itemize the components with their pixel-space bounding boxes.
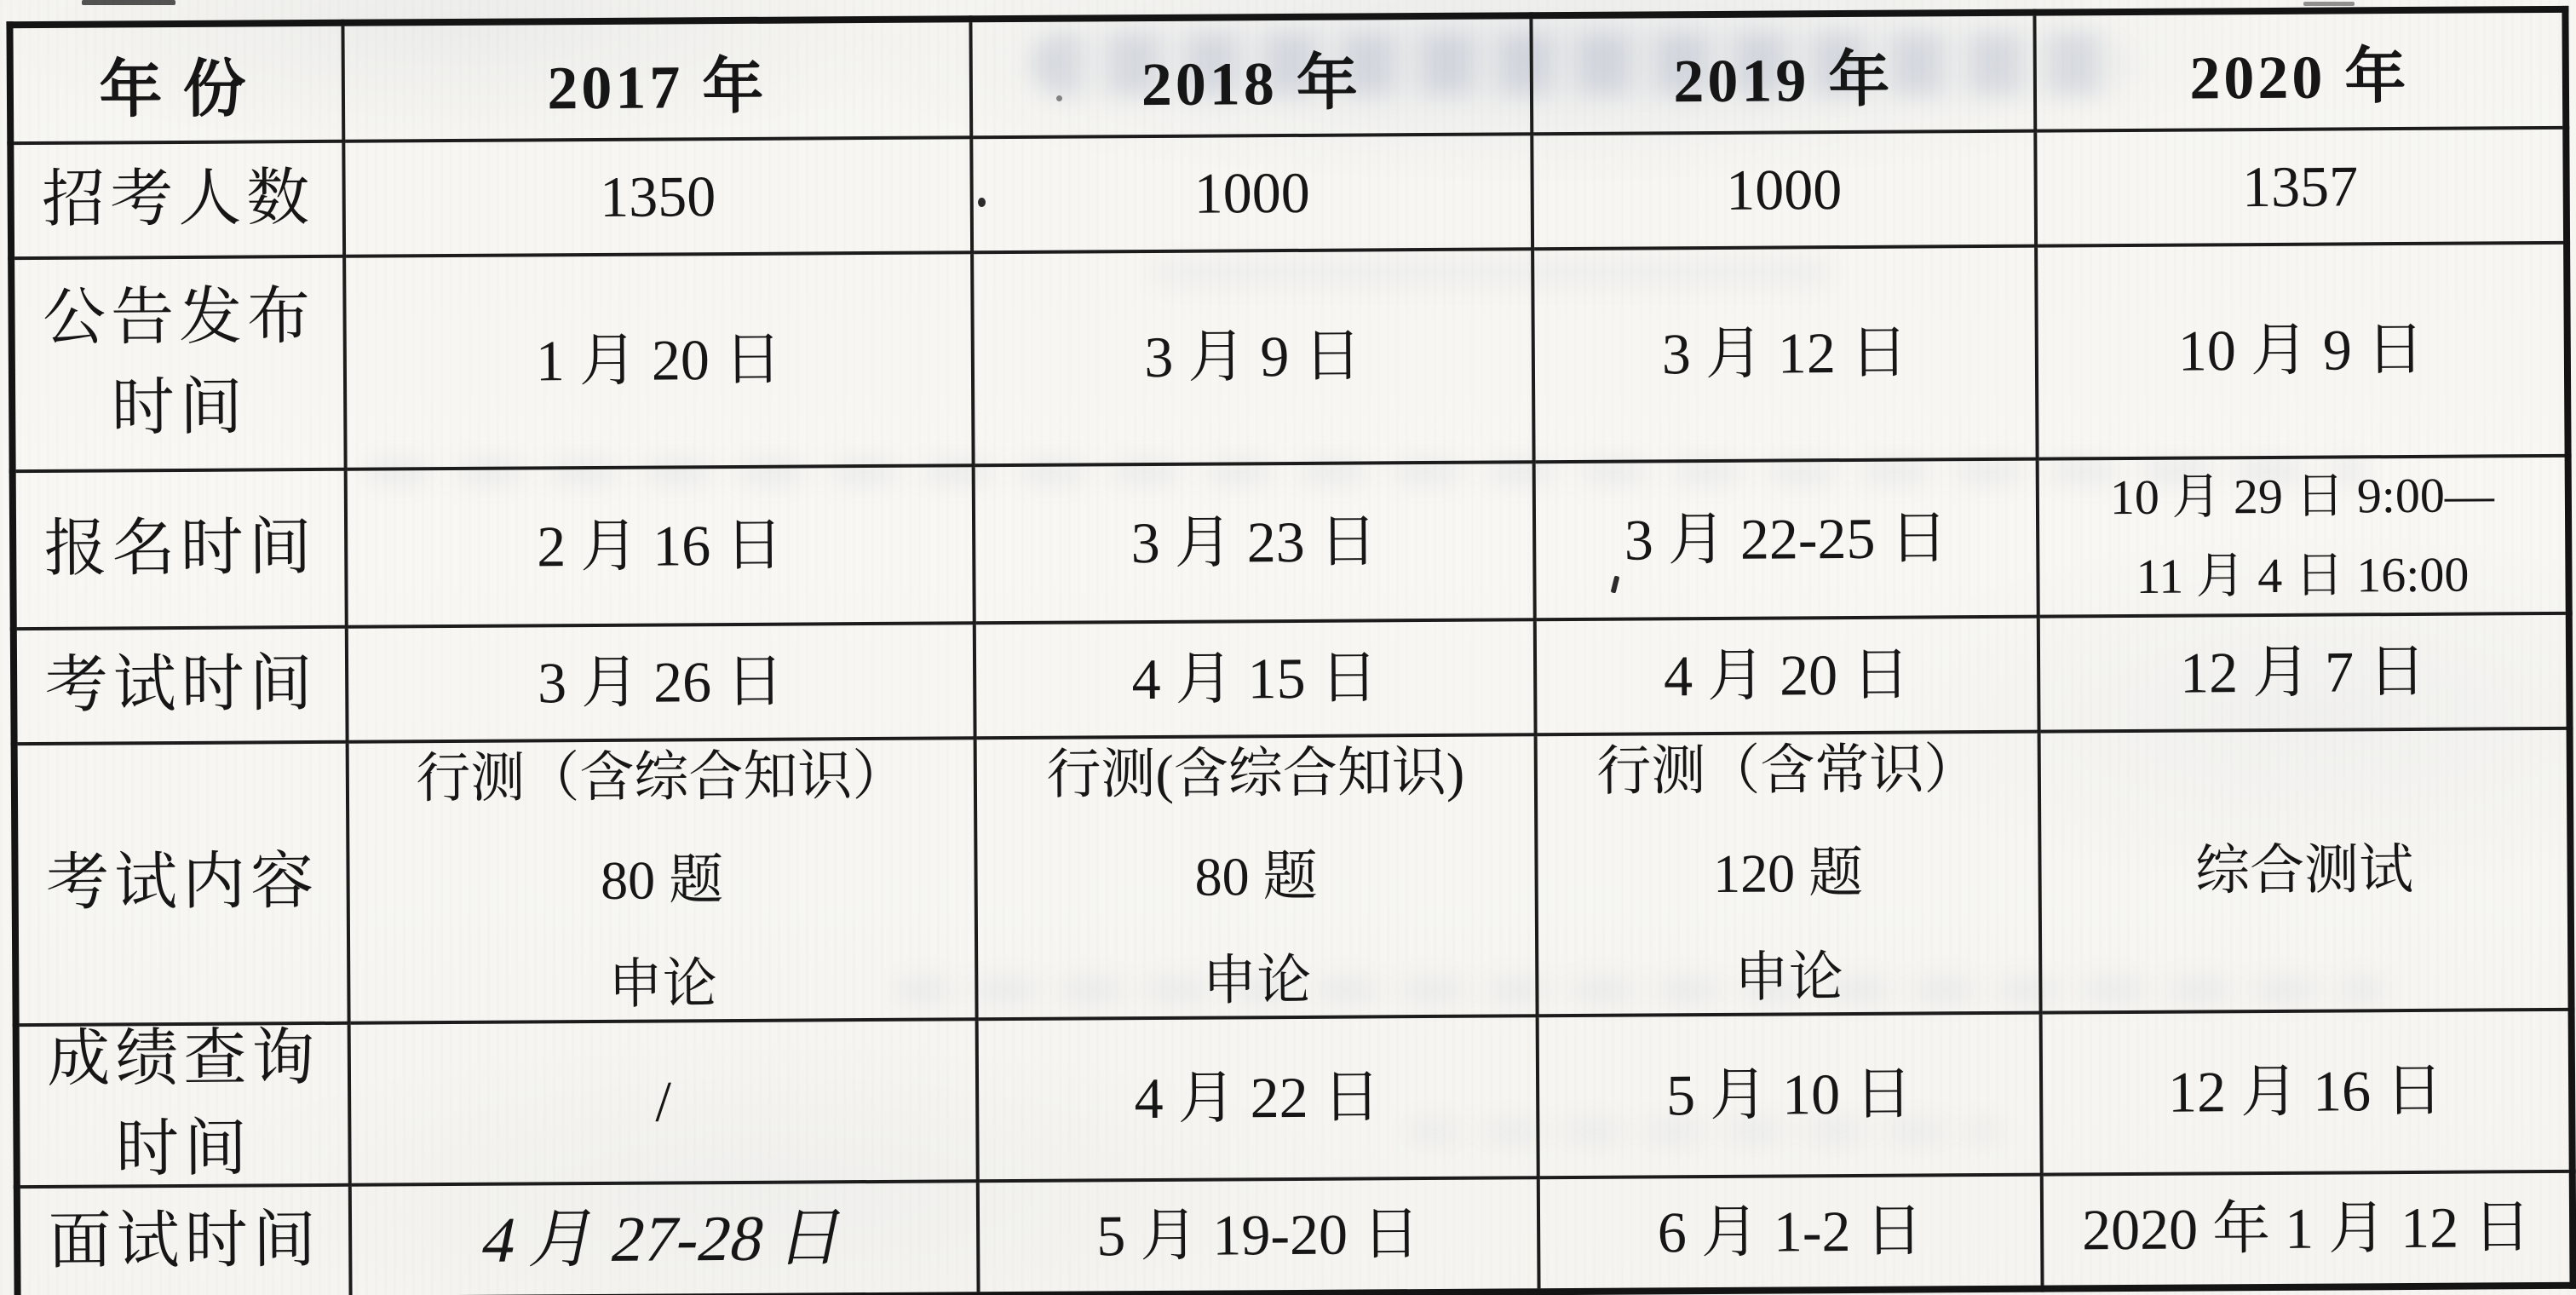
cell-line: 3 月 22-25 日 <box>1624 505 1948 573</box>
table-row <box>11 243 2567 471</box>
cell-line: 3 月 12 日 <box>1661 319 1909 387</box>
data-cell <box>2035 128 2567 246</box>
col-header-year-label: 年份 <box>9 23 343 143</box>
cell-line: 行测（含常识） <box>1596 739 1979 803</box>
data-cell <box>344 252 974 469</box>
row-label <box>17 1185 351 1295</box>
cell-line: 10 月 29 日 9:00— <box>2109 467 2495 526</box>
table-row <box>16 1010 2573 1187</box>
table-body <box>10 128 2573 1295</box>
row-label-line: 成绩查询 <box>47 1022 320 1095</box>
data-cell <box>343 137 972 256</box>
col-header-2017: 2017 年 <box>342 19 971 141</box>
data-cell <box>975 619 1536 738</box>
data-cell <box>1536 732 2041 1016</box>
cell-line: 4 月 15 日 <box>1131 645 1378 711</box>
row-label-line: 招考人数 <box>41 163 315 235</box>
table-row <box>14 613 2570 744</box>
data-cell <box>350 1181 979 1295</box>
cell-line: 4 月 27-28 日 <box>475 1201 853 1276</box>
cell-line: 综合测试 <box>2194 839 2414 901</box>
cell-line: 1357 <box>2241 153 2359 219</box>
row-label-line: 报名时间 <box>43 512 317 584</box>
row-label <box>14 627 348 744</box>
data-cell <box>2039 728 2572 1013</box>
row-label-line: 考试内容 <box>45 847 319 918</box>
cell-line: 10 月 9 日 <box>2177 317 2425 383</box>
data-cell <box>349 1019 978 1184</box>
exam-schedule-table <box>6 6 2576 1295</box>
cell-line: 80 题 <box>1194 846 1318 908</box>
row-label-line: 时间 <box>115 1114 253 1185</box>
row-label <box>11 256 346 471</box>
ink-speck <box>82 0 175 5</box>
data-cell <box>978 1177 1539 1295</box>
data-cell <box>1538 1174 2043 1292</box>
data-cell <box>346 465 975 626</box>
row-label-line: 时间 <box>111 372 248 444</box>
cell-line: 4 月 20 日 <box>1663 642 1911 709</box>
cell-line: 12 月 16 日 <box>2167 1057 2444 1125</box>
data-cell <box>2042 1171 2573 1289</box>
table-row <box>10 128 2567 258</box>
data-cell <box>975 734 1538 1019</box>
data-cell <box>347 623 975 741</box>
cell-line: 申论 <box>1734 946 1844 1008</box>
cell-line: 申论 <box>607 953 718 1015</box>
data-cell <box>974 462 1535 623</box>
cell-line: 5 月 19-20 日 <box>1096 1201 1421 1269</box>
cell-line: 120 题 <box>1712 843 1864 905</box>
data-cell <box>348 738 977 1022</box>
table-row <box>14 728 2572 1025</box>
data-cell <box>1538 1013 2042 1177</box>
col-header-2020: 2020 年 <box>2034 9 2566 131</box>
data-cell <box>971 134 1532 252</box>
row-label <box>14 742 349 1025</box>
data-cell <box>2041 1010 2573 1175</box>
cell-line: 1 月 20 日 <box>535 326 783 394</box>
cell-line: 2020 年 1 月 12 日 <box>2081 1194 2532 1263</box>
cell-line: 1000 <box>1193 159 1310 226</box>
row-label <box>10 141 344 258</box>
table-row <box>13 456 2569 629</box>
data-cell <box>2038 456 2569 617</box>
cell-line: 12 月 7 日 <box>2179 638 2427 705</box>
data-cell <box>2036 243 2568 459</box>
cell-line: 4 月 22 日 <box>1134 1064 1381 1131</box>
cell-line: 行测（含综合知识） <box>416 745 907 809</box>
row-label-line: 公告发布 <box>42 282 316 354</box>
cell-line: 11 月 4 日 16:00 <box>2136 546 2470 604</box>
cell-line: 3 月 26 日 <box>537 648 785 716</box>
table-row <box>17 1171 2573 1295</box>
data-cell <box>1532 246 2038 463</box>
col-header-2018: 2018 年 <box>970 15 1532 137</box>
cell-line: 2 月 16 日 <box>536 512 784 579</box>
cell-line: 行测(含综合知识) <box>1046 742 1465 806</box>
row-label-line: 面试时间 <box>48 1205 321 1277</box>
data-cell <box>1535 617 2039 735</box>
data-cell <box>1532 131 2036 250</box>
data-cell <box>977 1016 1538 1181</box>
cell-line: 6 月 1-2 日 <box>1657 1198 1923 1265</box>
row-label-line: 考试时间 <box>44 648 318 721</box>
col-header-2019: 2019 年 <box>1531 13 2035 135</box>
cell-line: 5 月 10 日 <box>1665 1061 1913 1128</box>
data-cell <box>972 249 1534 465</box>
row-label <box>16 1023 350 1187</box>
row-label <box>13 469 347 629</box>
data-cell <box>1534 459 2038 620</box>
ink-speck <box>2303 2 2355 6</box>
cell-line: 1350 <box>599 163 716 229</box>
cell-line: 申论 <box>1202 949 1312 1011</box>
header-row <box>9 9 2566 143</box>
cell-line: 3 月 9 日 <box>1144 323 1362 390</box>
cell-line: 1000 <box>1725 156 1843 222</box>
cell-line: 3 月 23 日 <box>1130 509 1377 575</box>
cell-line: / <box>655 1068 672 1134</box>
cell-line: 80 题 <box>600 849 724 912</box>
data-cell <box>2038 613 2570 732</box>
